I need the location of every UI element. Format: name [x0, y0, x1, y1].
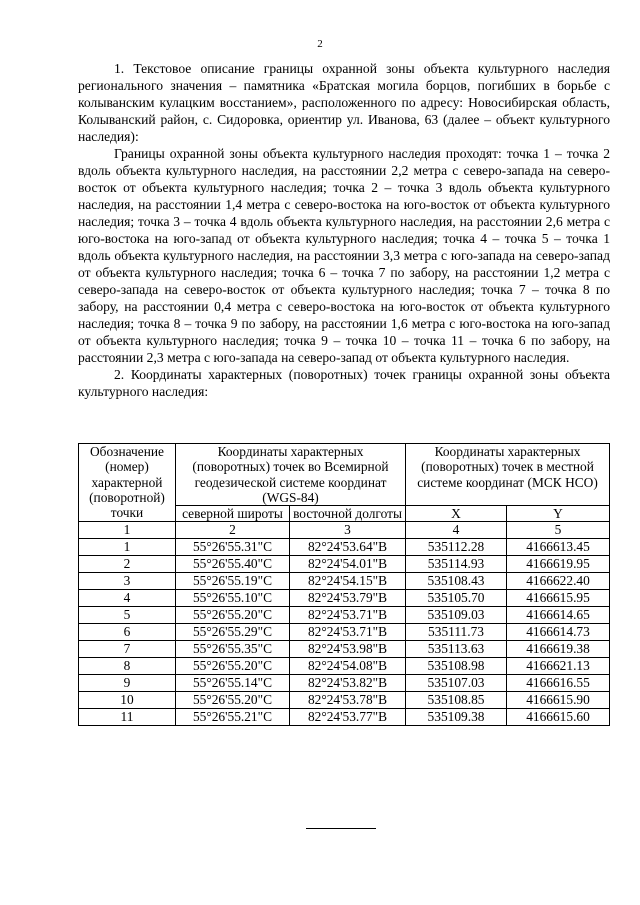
y-cell: 4166619.38 — [507, 641, 610, 658]
latitude-cell: 55°26'55.14"С — [176, 675, 290, 692]
y-cell: 4166622.40 — [507, 573, 610, 590]
y-cell: 4166616.55 — [507, 675, 610, 692]
latitude-cell: 55°26'55.31"С — [176, 539, 290, 556]
table-row — [79, 675, 610, 692]
longitude-cell: 82°24'53.64"В — [290, 539, 406, 556]
column-number: 2 — [176, 522, 290, 539]
latitude-cell: 55°26'55.19"С — [176, 573, 290, 590]
x-cell: 535113.63 — [406, 641, 507, 658]
x-cell: 535105.70 — [406, 590, 507, 607]
point-number: 7 — [79, 641, 176, 658]
table-row — [79, 624, 610, 641]
longitude-cell: 82°24'53.98"В — [290, 641, 406, 658]
x-cell: 535107.03 — [406, 675, 507, 692]
latitude-cell: 55°26'55.21"С — [176, 709, 290, 726]
column-number: 1 — [79, 522, 176, 539]
y-cell: 4166615.95 — [507, 590, 610, 607]
latitude-cell: 55°26'55.20"С — [176, 692, 290, 709]
header-x: X — [406, 506, 507, 522]
y-cell: 4166614.73 — [507, 624, 610, 641]
latitude-cell: 55°26'55.10"С — [176, 590, 290, 607]
x-cell: 535114.93 — [406, 556, 507, 573]
page-number: 2 — [317, 38, 323, 50]
table-row — [79, 692, 610, 709]
latitude-cell: 55°26'55.20"С — [176, 658, 290, 675]
table-row — [79, 590, 610, 607]
column-number: 5 — [507, 522, 610, 539]
longitude-cell: 82°24'54.01"В — [290, 556, 406, 573]
header-wgs84: Координаты характерных (поворотных) точек во Всемирной геодезической системе координат (WGS-84) — [176, 444, 406, 506]
table-row — [79, 556, 610, 573]
point-number: 5 — [79, 607, 176, 624]
point-number: 11 — [79, 709, 176, 726]
x-cell: 535111.73 — [406, 624, 507, 641]
longitude-cell: 82°24'53.71"В — [290, 607, 406, 624]
y-cell: 4166621.13 — [507, 658, 610, 675]
y-cell: 4166615.60 — [507, 709, 610, 726]
x-cell: 535108.98 — [406, 658, 507, 675]
x-cell: 535112.28 — [406, 539, 507, 556]
column-number: 4 — [406, 522, 507, 539]
point-number: 10 — [79, 692, 176, 709]
column-number: 3 — [290, 522, 406, 539]
x-cell: 535109.38 — [406, 709, 507, 726]
latitude-cell: 55°26'55.20"С — [176, 607, 290, 624]
table-row — [79, 573, 610, 590]
longitude-cell: 82°24'54.15"В — [290, 573, 406, 590]
point-number: 9 — [79, 675, 176, 692]
point-number: 2 — [79, 556, 176, 573]
longitude-cell: 82°24'54.08"В — [290, 658, 406, 675]
latitude-cell: 55°26'55.35"С — [176, 641, 290, 658]
paragraph-description: 1. Текстовое описание границы охранной зоны объекта культурного наследия регионального значения – памятника «Братская могила борцов, погибших в борьбе с колыванским кулацким восстанием», расположенного по адресу: Новосибирская область, Колыванский район, с. Сидоровка, ориентир ул. Иванова, 63 (далее – объект культурного наследия): — [78, 61, 610, 144]
header-msk-nso: Координаты характерных (поворотных) точек в местной системе координат (МСК НСО) — [406, 444, 610, 506]
header-latitude: северной широты — [176, 506, 290, 522]
paragraph-coordinates-intro: 2. Координаты характерных (поворотных) точек границы охранной зоны объекта культурного наследия: — [78, 367, 610, 399]
point-number: 1 — [79, 539, 176, 556]
y-cell: 4166614.65 — [507, 607, 610, 624]
header-y: Y — [507, 506, 610, 522]
footer-divider — [306, 828, 376, 829]
longitude-cell: 82°24'53.71"В — [290, 624, 406, 641]
y-cell: 4166619.95 — [507, 556, 610, 573]
table-row — [79, 709, 610, 726]
y-cell: 4166615.90 — [507, 692, 610, 709]
table-row — [79, 539, 610, 556]
header-longitude: восточной долготы — [290, 506, 406, 522]
point-number: 4 — [79, 590, 176, 607]
x-cell: 535108.43 — [406, 573, 507, 590]
x-cell: 535109.03 — [406, 607, 507, 624]
longitude-cell: 82°24'53.82"В — [290, 675, 406, 692]
latitude-cell: 55°26'55.29"С — [176, 624, 290, 641]
table-row — [79, 607, 610, 624]
point-number: 8 — [79, 658, 176, 675]
document-body — [78, 60, 610, 400]
longitude-cell: 82°24'53.79"В — [290, 590, 406, 607]
table-row — [79, 658, 610, 675]
paragraph-boundaries: Границы охранной зоны объекта культурного наследия проходят: точка 1 – точка 2 вдоль объекта культурного наследия, на расстоянии 2,2 метра с северо-запада на северо-восток от объекта культурного наследия; точка 2 – точка 3 вдоль объекта культурного наследия, на расстоянии 1,4 метра с северо-востока на юго-восток от объекта культурного наследия; точка 3 – точка 4 вдоль объекта культурного наследия, на расстоянии 2,6 метра с юго-востока на юго-запад от объекта культурного наследия; точка 4 – точка 5 – точка 1 вдоль объекта культурного наследия, на расстоянии 3,3 метра с юго-запада на северо-запад от объекта культурного наследия; точка 6 – точка 7 по забору, на расстоянии 1,2 метра с северо-запада на северо-восток от объекта культурного наследия; точка 7 – точка 8 по забору, на расстоянии 0,4 метра с северо-востока на юго-восток от объекта культурного наследия; точка 8 – точка 9 по забору, на расстоянии 1,6 метра с юго-востока на юго-запад от объекта культурного наследия; точка 9 – точка 10 – точка 11 – точка 6 по забору, на расстоянии 2,3 метра с юго-запада на северо-запад от объекта культурного наследия. — [78, 146, 610, 365]
point-number: 3 — [79, 573, 176, 590]
x-cell: 535108.85 — [406, 692, 507, 709]
header-point-number: Обозначение (номер) характерной (поворотной) точки — [79, 444, 176, 522]
longitude-cell: 82°24'53.77"В — [290, 709, 406, 726]
latitude-cell: 55°26'55.40"С — [176, 556, 290, 573]
longitude-cell: 82°24'53.78"В — [290, 692, 406, 709]
coordinates-table — [78, 443, 610, 726]
y-cell: 4166613.45 — [507, 539, 610, 556]
point-number: 6 — [79, 624, 176, 641]
table-row — [79, 641, 610, 658]
